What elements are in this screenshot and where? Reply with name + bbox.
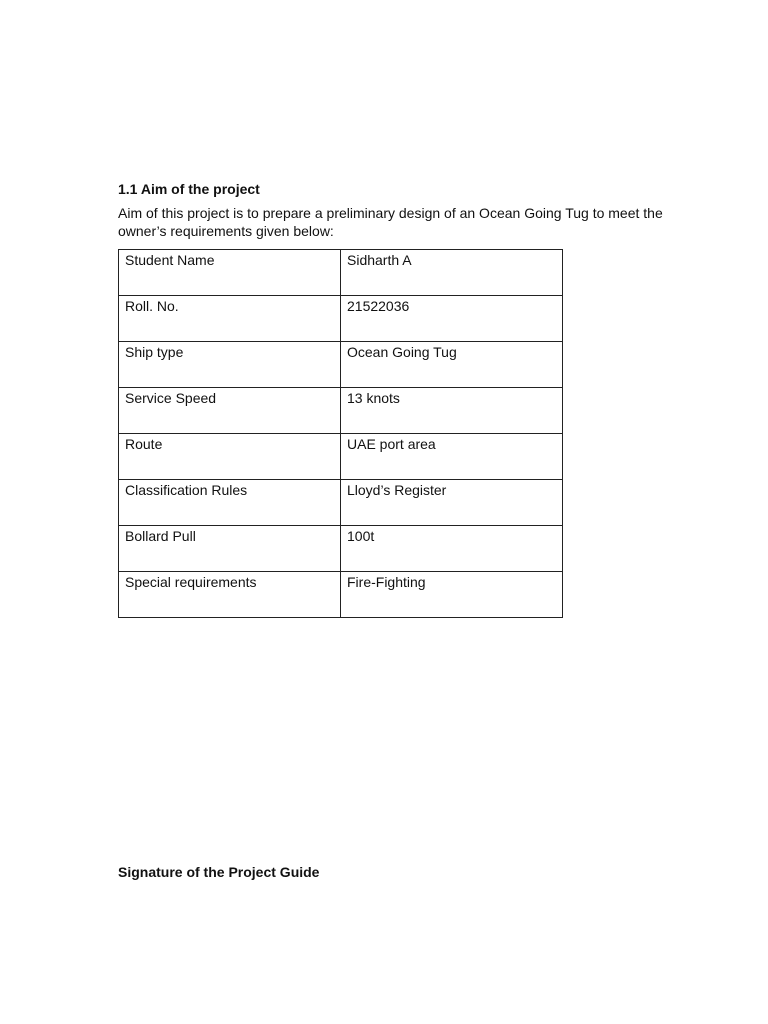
section-heading: 1.1 Aim of the project [118, 181, 260, 197]
requirement-label: Roll. No. [119, 296, 341, 342]
requirement-value: Lloyd’s Register [341, 480, 563, 526]
requirement-label: Ship type [119, 342, 341, 388]
requirement-label: Special requirements [119, 572, 341, 618]
requirement-value: Sidharth A [341, 250, 563, 296]
table-row [119, 526, 563, 572]
requirement-label: Service Speed [119, 388, 341, 434]
requirement-label: Student Name [119, 250, 341, 296]
requirement-label: Route [119, 434, 341, 480]
table-row [119, 250, 563, 296]
intro-paragraph: Aim of this project is to prepare a preliminary design of an Ocean Going Tug to meet the owner’s requirements given below: [118, 205, 663, 239]
table-row [119, 342, 563, 388]
requirement-value: 21522036 [341, 296, 563, 342]
requirement-label: Bollard Pull [119, 526, 341, 572]
requirement-value: Fire-Fighting [341, 572, 563, 618]
requirements-table [118, 249, 563, 618]
requirement-label: Classification Rules [119, 480, 341, 526]
requirement-value: 13 knots [341, 388, 563, 434]
requirement-value: Ocean Going Tug [341, 342, 563, 388]
requirement-value: UAE port area [341, 434, 563, 480]
table-row [119, 434, 563, 480]
table-row [119, 388, 563, 434]
table-row [119, 572, 563, 618]
requirement-value: 100t [341, 526, 563, 572]
table-row [119, 480, 563, 526]
table-row [119, 296, 563, 342]
signature-label: Signature of the Project Guide [118, 864, 320, 880]
